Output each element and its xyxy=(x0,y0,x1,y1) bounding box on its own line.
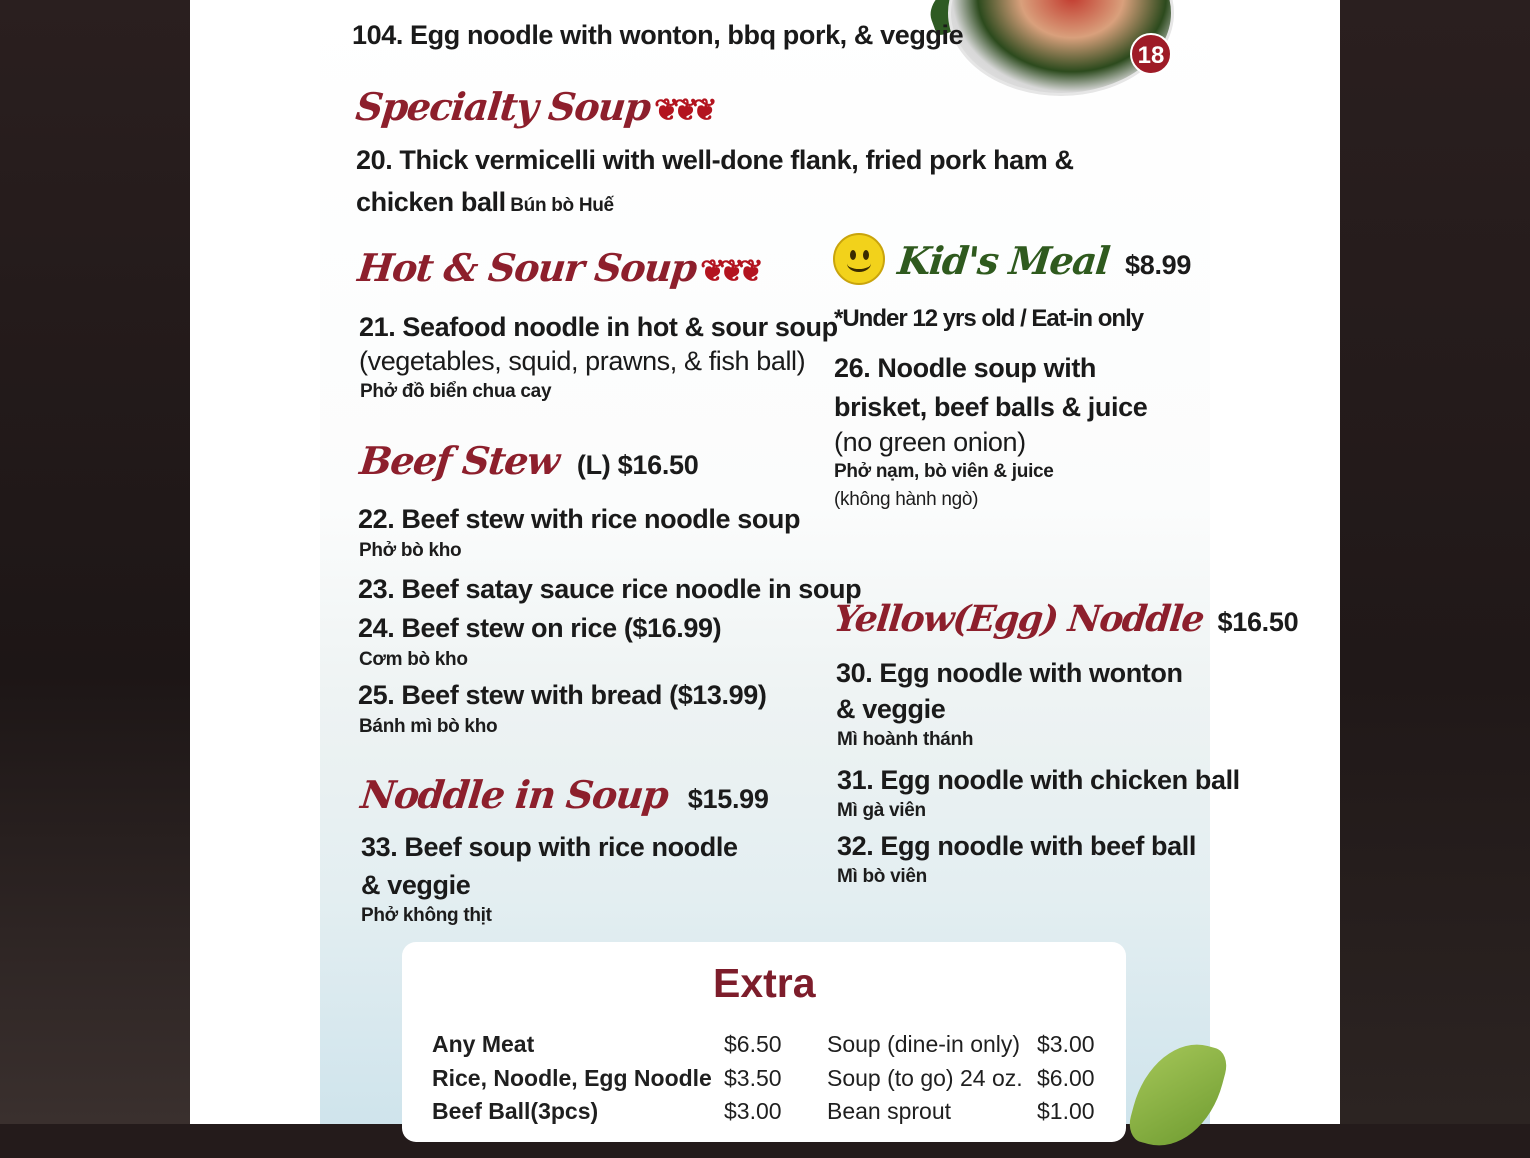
menu-item-33-viet: Phở không thịt xyxy=(361,905,492,926)
menu-item-26-viet-line2: (không hành ngò) xyxy=(834,489,979,510)
extra-item-name: Rice, Noodle, Egg Noodle xyxy=(432,1065,712,1091)
menu-item-30-line2: & veggie xyxy=(836,694,946,724)
specialty-soup-title: Specialty Soup xyxy=(353,84,653,129)
menu-item-25: 25. Beef stew with bread ($13.99) xyxy=(358,680,767,710)
menu-item-23: 23. Beef satay sauce rice noodle in soup xyxy=(358,574,862,604)
extra-item-price: $3.00 xyxy=(724,1098,782,1124)
menu-item-26-viet-line1: Phở nạm, bò viên & juice xyxy=(834,461,1054,482)
menu-item-20-viet: Bún bò Huế xyxy=(510,195,614,216)
extra-item-name: Soup (dine-in only) xyxy=(827,1031,1021,1057)
beef-stew-heading xyxy=(357,438,699,483)
menu-item-32-viet: Mì bò viên xyxy=(837,866,927,887)
beef-stew-title: Beef Stew xyxy=(357,438,561,483)
menu-item-21-line1: 21. Seafood noodle in hot & sour soup xyxy=(359,312,838,342)
menu-item-31-viet: Mì gà viên xyxy=(837,800,926,821)
extra-item-name: Soup (to go) 24 oz. xyxy=(827,1065,1023,1091)
extra-item-price: $3.00 xyxy=(1037,1031,1095,1057)
yellow-noodle-price: $16.50 xyxy=(1217,607,1299,637)
menu-item-20-line2 xyxy=(356,187,614,218)
photo-background-right xyxy=(1340,0,1530,1124)
noodle-in-soup-price: $15.99 xyxy=(687,784,769,814)
chili-pepper-icon: ❦❦❦ xyxy=(700,255,758,288)
menu-item-24: 24. Beef stew on rice ($16.99) xyxy=(358,613,722,643)
yellow-noodle-heading xyxy=(831,598,1299,640)
menu-item-21-viet: Phở đồ biển chua cay xyxy=(360,381,552,402)
menu-item-26-line2: brisket, beef balls & juice xyxy=(834,392,1148,422)
noodle-in-soup-heading xyxy=(358,772,769,817)
item-number-badge: 18 xyxy=(1130,33,1172,75)
kids-meal-heading xyxy=(895,238,1192,283)
menu-item-33-line1: 33. Beef soup with rice noodle xyxy=(361,832,738,862)
menu-item-22-viet: Phở bò kho xyxy=(359,540,462,561)
noodle-in-soup-title: Noddle in Soup xyxy=(358,772,670,817)
extra-item-name: Beef Ball(3pcs) xyxy=(432,1098,599,1124)
menu-item-25-viet: Bánh mì bò kho xyxy=(359,716,498,737)
hot-sour-soup-title: Hot & Sour Soup xyxy=(355,245,699,290)
menu-item-31: 31. Egg noodle with chicken ball xyxy=(837,765,1240,795)
kids-meal-note: *Under 12 yrs old / Eat-in only xyxy=(834,305,1144,332)
extra-title: Extra xyxy=(713,960,816,1006)
menu-item-26-line1: 26. Noodle soup with xyxy=(834,353,1097,383)
specialty-soup-heading xyxy=(353,84,712,129)
hot-sour-soup-heading xyxy=(355,245,758,290)
menu-item-30-line1: 30. Egg noodle with wonton xyxy=(836,658,1183,688)
chili-pepper-icon: ❦❦❦ xyxy=(654,94,712,127)
menu-item-32: 32. Egg noodle with beef ball xyxy=(837,831,1196,861)
kids-meal-price: $8.99 xyxy=(1125,250,1192,280)
menu-item-21-line2: (vegetables, squid, prawns, & fish ball) xyxy=(359,346,806,376)
extra-item-price: $1.00 xyxy=(1037,1098,1095,1124)
menu-item-20-line1: 20. Thick vermicelli with well-done flank, fried pork ham & xyxy=(356,145,1074,175)
menu-item-24-viet: Cơm bò kho xyxy=(359,649,468,670)
smiley-face-icon xyxy=(833,233,885,285)
menu-item-30-viet: Mì hoành thánh xyxy=(837,729,974,750)
menu-item-33-line2: & veggie xyxy=(361,870,471,900)
kids-meal-title: Kid's Meal xyxy=(895,238,1111,283)
extra-item-name: Any Meat xyxy=(432,1031,535,1057)
menu-item-20-label: chicken ball xyxy=(356,187,506,217)
menu-item-26-line3: (no green onion) xyxy=(834,427,1026,457)
extra-item-name: Bean sprout xyxy=(827,1098,952,1124)
yellow-noodle-title: Yellow(Egg) Noddle xyxy=(831,598,1206,640)
beef-stew-price: (L) $16.50 xyxy=(576,450,699,480)
extra-item-price: $3.50 xyxy=(724,1065,782,1091)
menu-item-22: 22. Beef stew with rice noodle soup xyxy=(358,504,801,534)
extra-item-price: $6.50 xyxy=(724,1031,782,1057)
photo-background-left xyxy=(0,0,190,1124)
extra-item-price: $6.00 xyxy=(1037,1065,1095,1091)
menu-item-104: 104. Egg noodle with wonton, bbq pork, & veggie xyxy=(352,20,964,50)
